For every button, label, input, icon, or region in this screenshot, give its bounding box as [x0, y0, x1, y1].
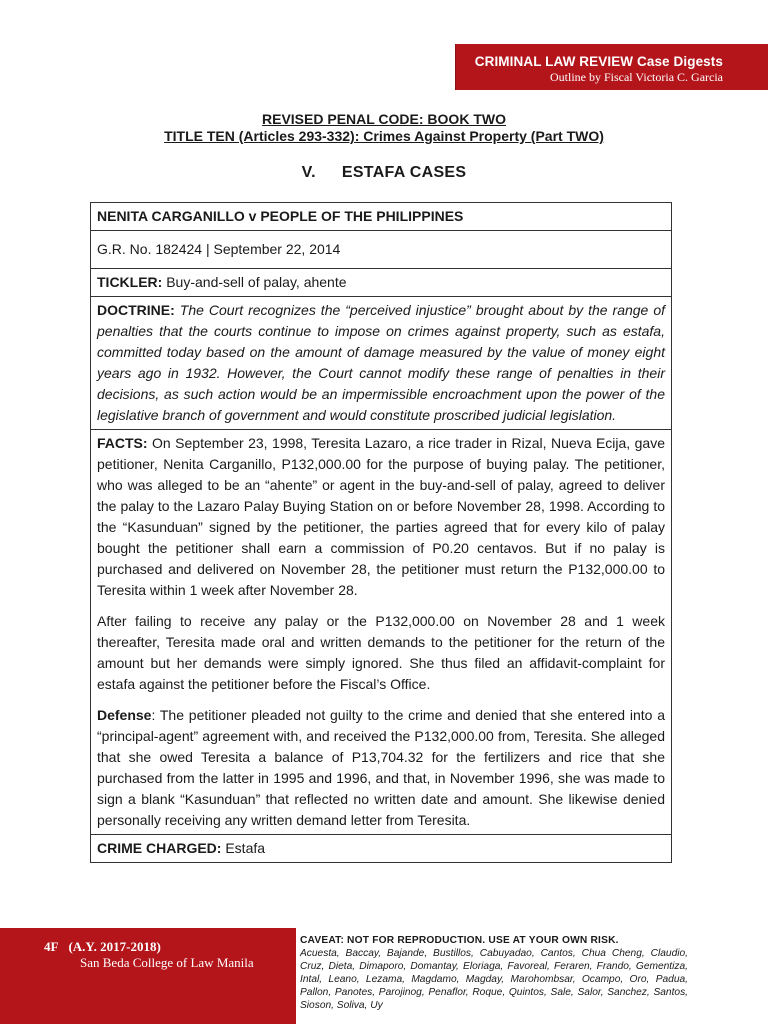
- case-gr-number: G.R. No. 182424 | September 22, 2014: [91, 231, 672, 269]
- defense-text: : The petitioner pleaded not guilty to the crime and denied that she entered into a “principal-agent” agreement with, and received the P132,000.00 from, Teresita. She alleged that she owed Teresita a balance of P13,704.32 for the fertilizers and rice that she purchased from the latter in 1995 and 1996, and that, in November 1996, she was made to sign a blank “Kasunduan” that reflected no written date and amount. She likewise denied personally receiving any written demand letter from Teresita.: [97, 707, 665, 828]
- school-name: San Beda College of Law Manila: [80, 955, 254, 970]
- section-heading: [0, 164, 768, 182]
- table-row: [91, 430, 672, 835]
- header-banner: [455, 44, 768, 90]
- facts-cell: [91, 430, 672, 835]
- crime-charged-label: CRIME CHARGED:: [97, 840, 222, 856]
- header-title: CRIMINAL LAW REVIEW Case Digests: [474, 54, 723, 69]
- defense-paragraph: [97, 705, 665, 831]
- table-row: [91, 231, 672, 269]
- facts-paragraph: [97, 433, 665, 601]
- tickler-text: Buy-and-sell of palay, ahente: [166, 274, 347, 290]
- crime-charged-text: Estafa: [225, 840, 266, 856]
- header-text: [475, 53, 723, 84]
- footer-text: [44, 938, 254, 971]
- document-titles: [0, 111, 768, 145]
- footer-banner: [0, 928, 296, 1024]
- header-subtitle: Outline by Fiscal Victoria C. Garcia: [549, 70, 723, 84]
- section-number: V.: [301, 164, 316, 181]
- title-heading: TITLE TEN (Articles 293-332): Crimes Against Property (Part TWO): [164, 128, 604, 144]
- crime-charged-cell: [91, 835, 672, 863]
- table-row: [91, 835, 672, 863]
- section-title: ESTAFA CASES: [341, 164, 467, 181]
- table-row: [91, 203, 672, 231]
- case-title: NENITA CARGANILLO v PEOPLE OF THE PHILIPPINES: [91, 203, 672, 231]
- footer-line: [44, 938, 254, 955]
- academic-year: (A.Y. 2017-2018): [68, 939, 161, 954]
- doctrine-cell: [91, 297, 672, 430]
- book-title: REVISED PENAL CODE: BOOK TWO: [262, 111, 506, 127]
- doctrine-text: The Court recognizes the “perceived injustice” brought about by the range of penalties that the courts continue to impose on crimes against property, such as estafa, committed today based on the amount of damage measured by the value of money eight years ago in 1932. However, the Court cannot modify these range of penalties in their decisions, as such action would be an impermissible encroachment upon the power of the legislative branch of government and would constitute proscribed judicial legislation.: [97, 302, 666, 423]
- doctrine-label: DOCTRINE:: [97, 302, 175, 318]
- caveat-block: [300, 934, 688, 1012]
- facts-text-1: On September 23, 1998, Teresita Lazaro, a rice trader in Rizal, Nueva Ecija, gave petitioner, Nenita Carganillo, P132,000.00 for the purpose of buying palay. The petitioner, who was alleged to be an “ahente” or agent in the buy-and-sell of palay, agreed to deliver the palay to the Lazaro Palay Buying Station on or before November 28, 1998. According to the “Kasunduan” signed by the petitioner, the parties agreed that for every kilo of palay bought the petitioner shall earn a commission of P0.20 centavos. But if no palay is purchased and delivered on November 28, the petitioner must return the P132,000.00 to Teresita within 1 week after November 28.: [97, 435, 665, 598]
- table-row: [91, 269, 672, 297]
- contributors-list: Acuesta, Baccay, Bajande, Bustillos, Cabuyadao, Cantos, Chua Cheng, Claudio, Cruz, Dieta, Dimaporo, Domantay, Eloriaga, Favoreal, Feraren, Frando, Gementiza, Intal, Leano, Lezama, Magdamo, Magday, Marohombsar, Ocampo, Oro, Padua, Pallon, Panotes, Parojinog, Penaflor, Roque, Quintos, Sale, Salor, Sanchez, Santos, Sioson, Soliva, Uy: [300, 948, 688, 1011]
- tickler-label: TICKLER:: [97, 274, 163, 290]
- defense-label: Defense: [97, 707, 152, 723]
- case-digest-table: [90, 202, 672, 863]
- facts-label: FACTS:: [97, 435, 148, 451]
- table-row: [91, 297, 672, 430]
- facts-text-2: After failing to receive any palay or the P132,000.00 on November 28 and 1 week thereafter, Teresita made oral and written demands to the petitioner for the return of the amount but her demands were simply ignored. She thus filed an affidavit-complaint for estafa against the petitioner before the Fiscal’s Office.: [97, 613, 665, 692]
- caveat-title: CAVEAT: NOT FOR REPRODUCTION. USE AT YOUR OWN RISK.: [300, 935, 619, 946]
- facts-paragraph: [97, 611, 665, 695]
- page-number: 4F: [44, 939, 59, 954]
- tickler-cell: [91, 269, 672, 297]
